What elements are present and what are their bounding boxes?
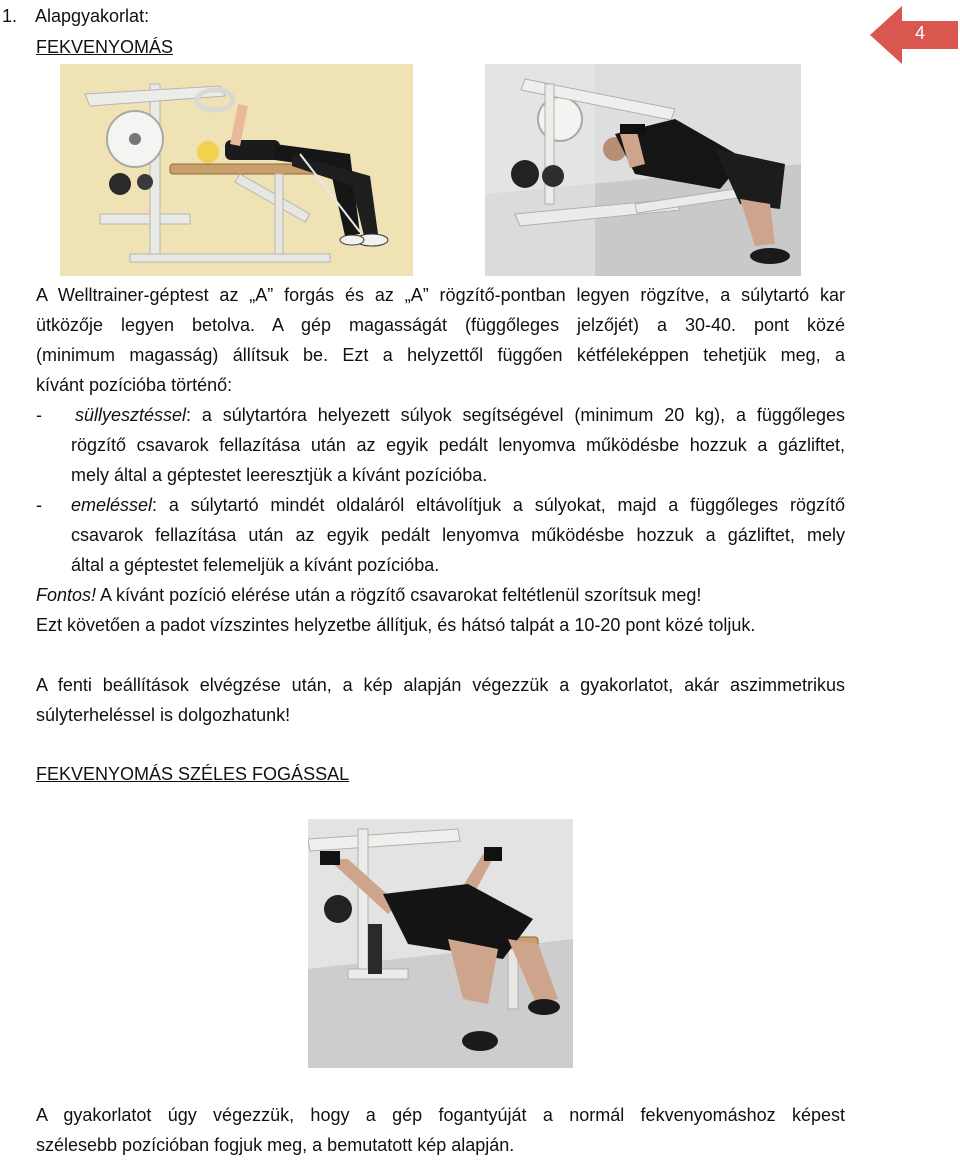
exercise-category: Alapgyakorlat: bbox=[35, 6, 150, 26]
paragraph-line: szélesebb pozícióban fogjuk meg, a bemutatott kép alapján. bbox=[36, 1135, 515, 1155]
bullet-term: süllyesztéssel bbox=[75, 405, 187, 425]
important-text: A kívánt pozíció elérése után a rögzítő csavarokat feltétlenül szorítsuk meg! bbox=[96, 585, 702, 605]
section-title-bench-press: FEKVENYOMÁS bbox=[36, 37, 174, 57]
photo-bench-press-man bbox=[485, 64, 801, 276]
settings-paragraph bbox=[36, 670, 845, 730]
bullet-text: : a súlytartó mindét oldaláról eltávolítjuk a súlyokat, majd a függőleges rögzítő bbox=[152, 495, 845, 515]
important-line-2: Ezt követően a padot vízszintes helyzetbe állítjuk, és hátsó talpát a 10-20 pont közé toljuk. bbox=[36, 615, 756, 635]
intro-line: kívánt pozícióba történő: bbox=[36, 375, 233, 395]
section-title-wide-grip: FEKVENYOMÁS SZÉLES FOGÁSSAL bbox=[36, 764, 350, 784]
bullet-line: csavarok fellazítása után az egyik pedált lenyomva működésbe hozzuk a gázliftet, mely bbox=[71, 525, 845, 545]
paragraph-line: A gyakorlatot úgy végezzük, hogy a gép fogantyúját a normál fekvenyomáshoz képest bbox=[36, 1105, 845, 1125]
important-label: Fontos! bbox=[36, 585, 97, 605]
intro-line: A Welltrainer-géptest az „A” forgás és az „A” rögzítő-pontban legyen rögzítve, a súlytartó kar bbox=[36, 285, 845, 305]
bullet-dash: - bbox=[36, 405, 42, 425]
bullet-line bbox=[71, 490, 845, 520]
photo-bench-press-woman bbox=[60, 64, 413, 276]
bullet-line: mely által a géptestet leeresztjük a kívánt pozícióba. bbox=[71, 465, 488, 485]
paragraph-line: A fenti beállítások elvégzése után, a kép alapján végezzük a gyakorlatot, akár aszimmetrikus bbox=[36, 675, 845, 695]
exercise-number: 1. bbox=[2, 6, 18, 26]
intro-paragraph bbox=[36, 280, 845, 400]
bullet-line: rögzítő csavarok fellazítása után az egyik pedált lenyomva működésbe hozzuk a gázliftet, bbox=[71, 435, 845, 455]
page-number: 4 bbox=[914, 23, 925, 43]
bullet-raising bbox=[36, 490, 845, 580]
photo-wide-grip-bench-press bbox=[308, 819, 573, 1068]
wide-grip-paragraph bbox=[36, 1100, 845, 1160]
bullet-lowering bbox=[36, 400, 845, 490]
intro-line: ütközője legyen betolva. A gép magasságát (függőleges jelzőjét) a 30-40. pont közé bbox=[36, 315, 845, 335]
intro-line: (minimum magasság) állítsuk be. Ezt a helyzettől függően kétféleképpen tehetjük meg, a bbox=[36, 345, 845, 365]
bullet-text: : a súlytartóra helyezett súlyok segítségével (minimum 20 kg), a függőleges bbox=[186, 405, 845, 425]
important-note bbox=[36, 580, 845, 640]
bullet-dash: - bbox=[36, 495, 42, 515]
important-line bbox=[36, 580, 845, 610]
bullet-term: emeléssel bbox=[71, 495, 153, 515]
paragraph-line: súlyterheléssel is dolgozhatunk! bbox=[36, 705, 291, 725]
bullet-line: által a géptestet felemeljük a kívánt pozícióba. bbox=[71, 555, 440, 575]
bullet-line bbox=[71, 400, 845, 430]
